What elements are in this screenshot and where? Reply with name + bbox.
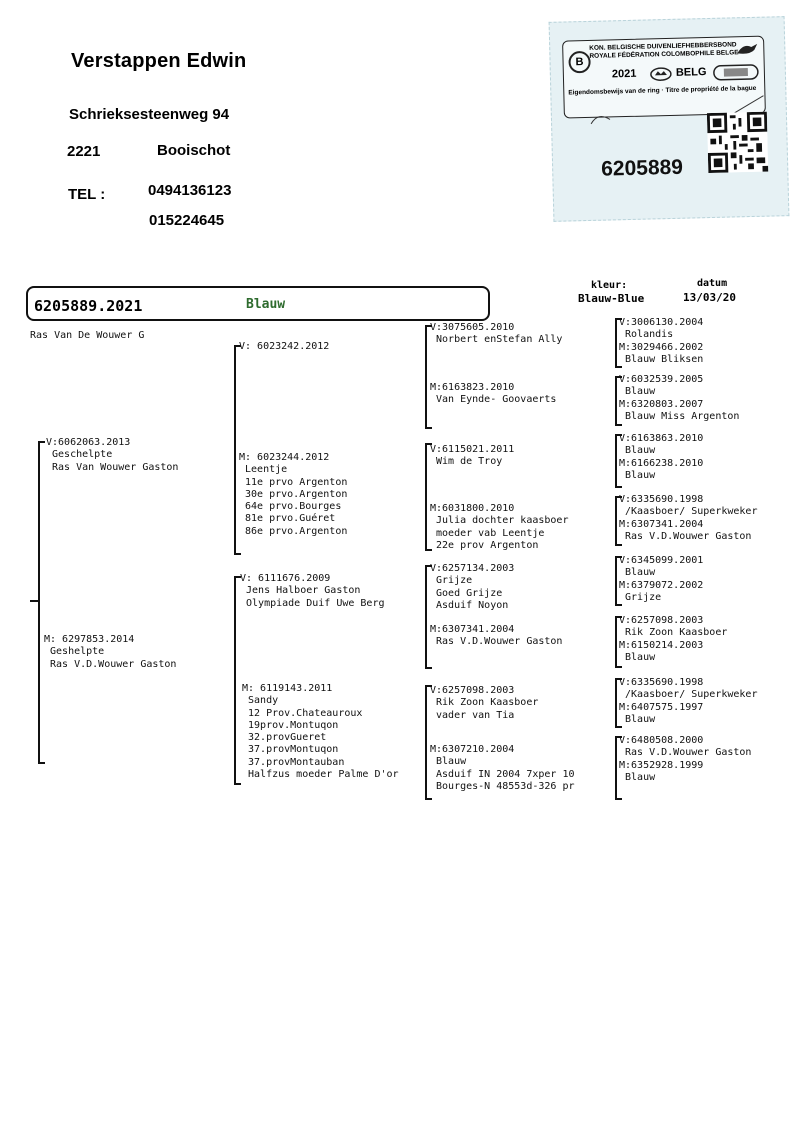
crown-emblem-icon: [650, 67, 672, 82]
gen4-pair-2: V:6032539.2005 Blauw M:6320803.2007 Blauw Miss Argenton: [619, 374, 740, 422]
kleur-value: Blauw-Blue: [578, 292, 645, 305]
datum-value: 13/03/20: [683, 291, 736, 304]
federation-name-fr: ROYALE FÉDÉRATION COLOMBOPHILE BELGE: [589, 49, 739, 60]
gen3-entry-6: M:6307341.2004 Ras V.D.Wouwer Gaston: [430, 624, 563, 648]
owner-city: Booischot: [157, 142, 231, 159]
gen4-pair-4: V:6335690.1998 /Kaasboer/ Superkweker M:6307341.2004 Ras V.D.Wouwer Gaston: [619, 494, 758, 542]
ring-ownership-card: [549, 16, 790, 222]
datum-label: datum: [697, 278, 728, 289]
gen4-pair-3: V:6163863.2010 Blauw M:6166238.2010 Blauw: [619, 433, 704, 481]
pigeon-ring-number: 6205889.2021: [34, 297, 143, 315]
tel-number-1: 0494136123: [148, 182, 232, 199]
gen3-entry-3: V:6115021.2011 Wim de Troy: [430, 444, 515, 468]
kleur-label: kleur:: [591, 280, 628, 291]
bracket-tick: [30, 600, 40, 602]
gen4-pair-1: V:3006130.2004 Rolandis M:3029466.2002 Blauw Bliksen: [619, 317, 704, 365]
granddam-maternal-entry: M: 6119143.2011 Sandy 12 Prov.Chateauroux 19prov.Montuqon 32.provGueret 37.provMontuqon 37.provMontauban Halfzus moeder Palme D'or: [242, 683, 399, 781]
tel-label: TEL :: [68, 186, 106, 203]
gen3-entry-2: M:6163823.2010 Van Eynde- Goovaerts: [430, 382, 557, 406]
gen3-entry-7: V:6257098.2003 Rik Zoon Kaasboer vader van Tia: [430, 685, 539, 721]
tel-number-2: 015224645: [149, 212, 225, 229]
pigeon-icon: [735, 41, 759, 58]
gen4-pair-5: V:6345099.2001 Blauw M:6379072.2002 Grijze: [619, 555, 704, 603]
breeder-name: Ras Van De Wouwer G: [30, 330, 145, 341]
granddam-paternal-entry: M: 6023244.2012 Leentje 11e prvo Argenton 30e prvo.Argenton 64e prvo.Bourges 81e prvo.Guéret 86e prvo.Argenton: [239, 452, 348, 537]
federation-logo-icon: B: [568, 51, 591, 74]
gen3-entry-1: V:3075605.2010 Norbert enStefan Ally: [430, 322, 563, 346]
sire-entry: V:6062063.2013 Geschelpte Ras Van Wouwer Gaston: [46, 437, 179, 473]
federation-name-nl: KON. BELGISCHE DUIVENLIEFHEBBERSBOND: [589, 41, 737, 52]
gen4-pair-6: V:6257098.2003 Rik Zoon Kaasboer M:6150214.2003 Blauw: [619, 615, 728, 663]
grandsire-maternal-entry: V: 6111676.2009 Jens Halboer Gaston Olympiade Duif Uwe Berg: [240, 573, 385, 609]
hole-mark-icon: [588, 111, 618, 126]
qr-code-icon: [707, 112, 768, 173]
bracket-parents: [38, 441, 45, 764]
dam-entry: M: 6297853.2014 Geshelpte Ras V.D.Wouwer Gaston: [44, 634, 177, 670]
ring-band-icon: [712, 61, 761, 84]
ring-year: 2021: [611, 67, 637, 81]
ring-number-large: 6205889: [600, 155, 684, 181]
grandsire-paternal-entry: V: 6023242.2012: [239, 341, 330, 352]
ring-country: BELG: [675, 66, 707, 79]
gen4-pair-8: V:6480508.2000 Ras V.D.Wouwer Gaston M:6352928.1999 Blauw: [619, 735, 752, 783]
owner-street: Schrieksesteenweg 94: [69, 106, 230, 123]
owner-postcode: 2221: [67, 143, 101, 160]
gen3-entry-5: V:6257134.2003 Grijze Goed Grijze Asduif Noyon: [430, 563, 515, 611]
ring-card-subtitle: Eigendomsbewijs van de ring · Titre de propriété de la bague: [568, 84, 757, 97]
owner-name: Verstappen Edwin: [71, 50, 247, 72]
gen3-entry-8: M:6307210.2004 Blauw Asduif IN 2004 7xper 10 Bourges-N 48553d-326 pr: [430, 744, 575, 792]
gen4-pair-7: V:6335690.1998 /Kaasboer/ Superkweker M:6407575.1997 Blauw: [619, 677, 758, 725]
gen3-entry-4: M:6031800.2010 Julia dochter kaasboer moeder vab Leentje 22e prov Argenton: [430, 503, 569, 551]
pigeon-color: Blauw: [246, 297, 286, 312]
